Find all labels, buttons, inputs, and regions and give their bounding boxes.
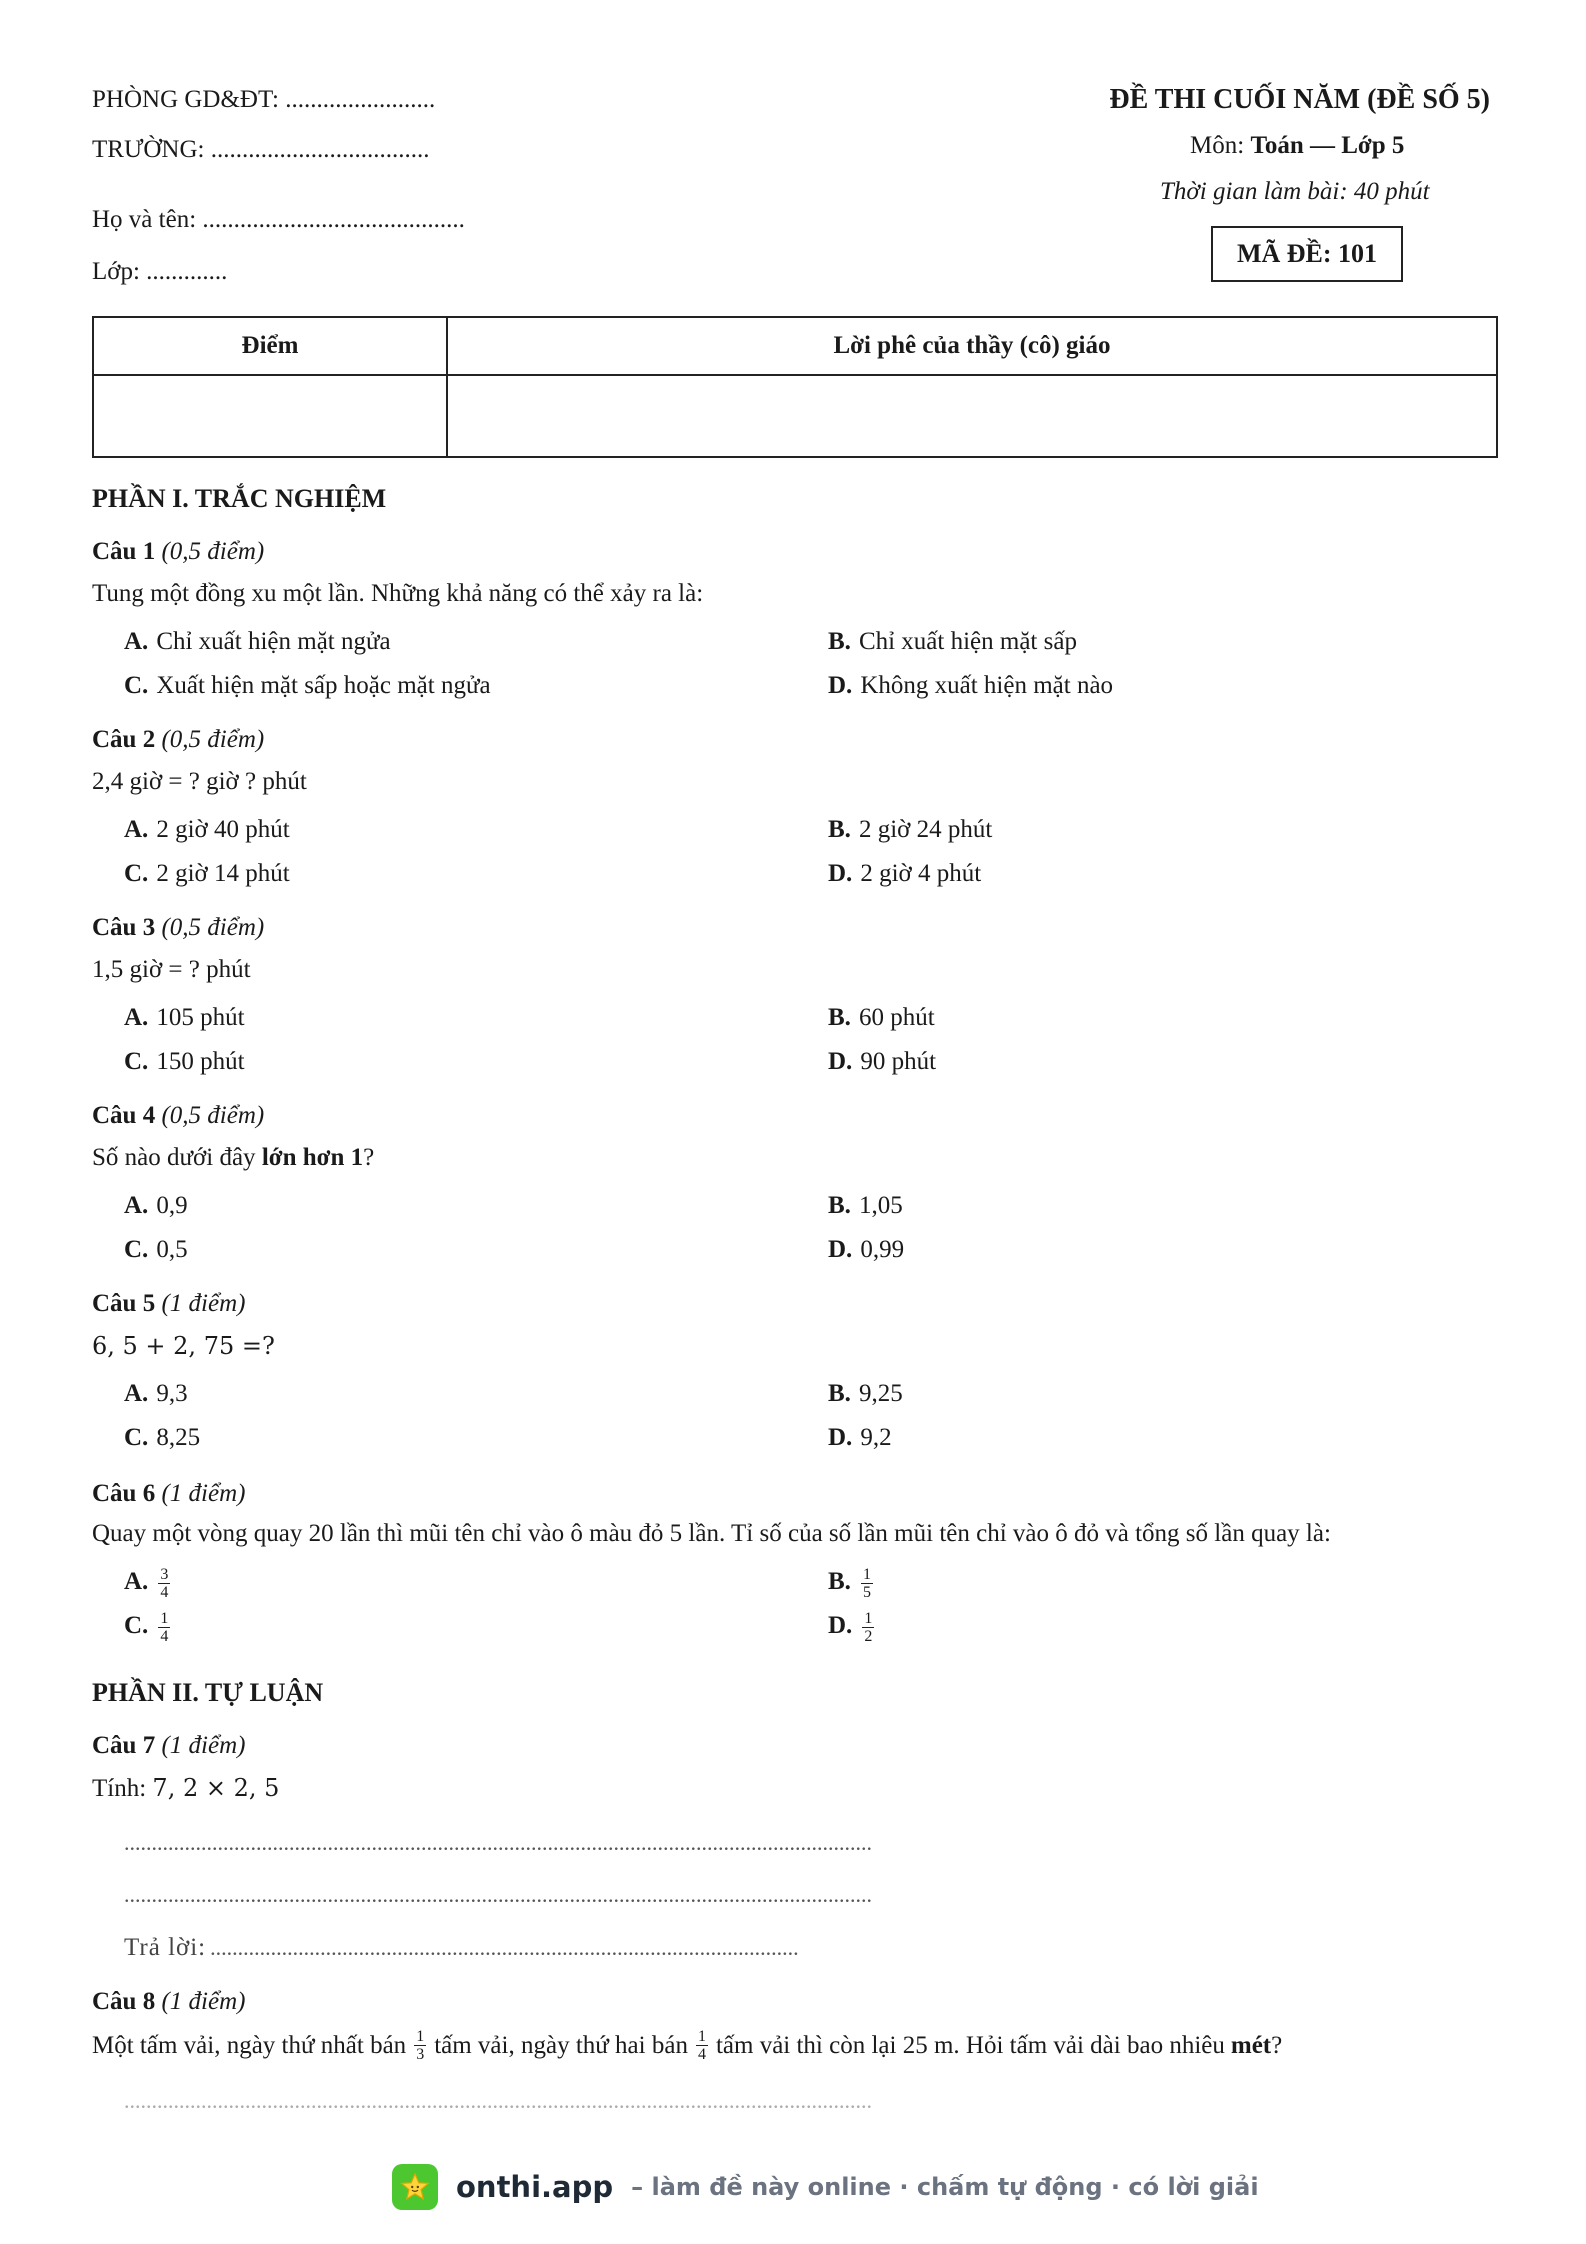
- option-letter: B.: [828, 1568, 851, 1596]
- question-7-text: [92, 1774, 279, 1803]
- fraction-denominator: 3: [416, 2046, 425, 2063]
- question-label: Câu 5: [92, 1290, 156, 1317]
- answer-line[interactable]: ...........................................................................................................: [210, 1935, 799, 1960]
- option-text: Chỉ xuất hiện mặt ngửa: [156, 628, 391, 655]
- score-table: [92, 316, 1498, 458]
- option-letter: C.: [124, 1424, 149, 1451]
- question-points: (0,5 điểm): [161, 538, 265, 565]
- option-text: 2 giờ 24 phút: [858, 816, 993, 843]
- fraction: [158, 1566, 170, 1601]
- question-text-part: tấm vải, ngày thứ hai bán: [434, 2031, 688, 2059]
- option-text: 2 giờ 40 phút: [156, 816, 290, 843]
- answer-label: Trả lời:: [124, 1934, 207, 1961]
- option-text: 60 phút: [858, 1004, 935, 1031]
- option-letter: D.: [828, 1424, 853, 1451]
- comment-cell[interactable]: [447, 375, 1497, 457]
- option-text: 90 phút: [860, 1048, 937, 1075]
- question-label: Câu 1: [92, 538, 156, 565]
- fraction: [158, 1610, 170, 1645]
- q4-option-d[interactable]: [828, 1236, 904, 1264]
- question-4-text: [92, 1144, 374, 1172]
- question-5-text: 6, 5 + 2, 75 =?: [92, 1332, 275, 1360]
- exam-code-box: [1211, 226, 1403, 282]
- q3-option-d[interactable]: [828, 1048, 936, 1076]
- fraction: [414, 2028, 426, 2063]
- score-table-header: [93, 317, 1497, 375]
- star-icon: [392, 2164, 438, 2210]
- fraction-denominator: 2: [864, 1628, 873, 1645]
- option-letter: C.: [124, 672, 149, 699]
- question-text-part: Số nào dưới đây: [92, 1144, 262, 1171]
- option-letter: D.: [828, 1612, 853, 1640]
- option-text: Chỉ xuất hiện mặt sấp: [858, 628, 1077, 655]
- truong-field: TRƯỜNG: ...................................: [92, 136, 430, 163]
- option-letter: C.: [124, 860, 149, 887]
- part1-title: PHẦN I. TRẮC NGHIỆM: [92, 484, 387, 513]
- question-4-header: [92, 1102, 264, 1130]
- q3-option-a[interactable]: [124, 1004, 245, 1032]
- footer-banner[interactable]: [392, 2164, 1259, 2210]
- q4-option-a[interactable]: [124, 1192, 188, 1220]
- question-5-header: [92, 1290, 245, 1318]
- question-6-text: Quay một vòng quay 20 lần thì mũi tên chỉ vào ô màu đỏ 5 lần. Tỉ số của số lần mũi tên chỉ vào ô đỏ và tổng số lần quay là:: [92, 1520, 1331, 1547]
- q2-option-d[interactable]: [828, 860, 981, 888]
- option-text: 2 giờ 14 phút: [156, 860, 290, 887]
- q1-option-c[interactable]: [124, 672, 491, 700]
- score-column-header: Điểm: [93, 317, 447, 375]
- question-text-part: tấm vải thì còn lại 25 m. Hỏi tấm vải dài bao nhiêu: [715, 2031, 1225, 2059]
- option-letter: D.: [828, 860, 853, 887]
- question-label: Câu 2: [92, 726, 156, 753]
- score-cell[interactable]: [93, 375, 447, 457]
- footer-tagline: – làm đề này online · chấm tự động · có lời giải: [631, 2173, 1259, 2201]
- subject-prefix: Môn:: [1190, 132, 1245, 159]
- option-text: 150 phút: [156, 1048, 245, 1075]
- question-8-text: [92, 2028, 1282, 2063]
- fraction: [696, 2028, 708, 2063]
- q5-option-a[interactable]: [124, 1380, 188, 1408]
- question-8-header: [92, 1988, 245, 2016]
- option-letter: C.: [124, 1612, 149, 1640]
- option-text: 9,2: [860, 1424, 892, 1451]
- option-text: 2 giờ 4 phút: [860, 860, 982, 887]
- option-letter: A.: [124, 816, 149, 843]
- q1-option-d[interactable]: [828, 672, 1113, 700]
- lop-field: Lớp: .............: [92, 258, 228, 285]
- question-text-prefix: Tính:: [92, 1775, 147, 1802]
- question-3-text: 1,5 giờ = ? phút: [92, 956, 251, 983]
- option-letter: C.: [124, 1048, 149, 1075]
- q2-option-a[interactable]: [124, 816, 290, 844]
- option-letter: A.: [124, 1004, 149, 1031]
- q6-option-d[interactable]: [828, 1610, 876, 1645]
- question-points: (0,5 điểm): [161, 1102, 265, 1129]
- fraction-numerator: 1: [697, 2028, 706, 2045]
- answer-line[interactable]: ........................................................................................................................................: [124, 2088, 872, 2113]
- fraction-denominator: 4: [697, 2046, 706, 2063]
- question-2-header: [92, 726, 264, 754]
- option-text: 9,3: [156, 1380, 188, 1407]
- q5-option-c[interactable]: [124, 1424, 200, 1452]
- question-label: Câu 7: [92, 1732, 156, 1759]
- option-text: 9,25: [858, 1380, 903, 1407]
- question-label: Câu 3: [92, 914, 156, 941]
- question-text-part: ?: [1271, 2031, 1283, 2059]
- part2-title: PHẦN II. TỰ LUẬN: [92, 1678, 324, 1707]
- phong-gd-field: PHÒNG GD&ĐT: ........................: [92, 86, 436, 113]
- option-letter: B.: [828, 1004, 851, 1031]
- comment-column-header: Lời phê của thầy (cô) giáo: [447, 317, 1497, 375]
- fraction-numerator: 1: [862, 1566, 871, 1583]
- option-letter: C.: [124, 1236, 149, 1263]
- question-points: (1 điểm): [161, 1988, 246, 2015]
- option-letter: B.: [828, 1192, 851, 1219]
- question-text-emphasis: lớn hơn 1: [261, 1144, 364, 1171]
- option-letter: A.: [124, 1192, 149, 1219]
- option-text: 0,9: [156, 1192, 188, 1219]
- option-text: Xuất hiện mặt sấp hoặc mặt ngửa: [156, 672, 491, 699]
- q1-option-b[interactable]: [828, 628, 1077, 656]
- question-text-part: Một tấm vải, ngày thứ nhất bán: [92, 2031, 407, 2059]
- answer-line[interactable]: ........................................................................................................................................: [124, 1830, 872, 1855]
- option-letter: B.: [828, 816, 851, 843]
- ho-ten-field: Họ và tên: ..........................................: [92, 206, 465, 233]
- q1-option-a[interactable]: [124, 628, 391, 656]
- exam-time: Thời gian làm bài: 40 phút: [1160, 178, 1430, 205]
- question-points: (0,5 điểm): [161, 914, 265, 941]
- question-text-part: ?: [363, 1144, 375, 1171]
- option-text: 1,05: [858, 1192, 903, 1219]
- fraction: [862, 1610, 874, 1645]
- math-expression: 7, 2 × 2, 5: [152, 1774, 280, 1802]
- brand-name[interactable]: onthi.app: [456, 2170, 614, 2204]
- question-6-header: [92, 1480, 245, 1508]
- exam-title: ĐỀ THI CUỐI NĂM (ĐỀ SỐ 5): [1109, 84, 1490, 115]
- q4-option-b[interactable]: [828, 1192, 903, 1220]
- question-label: Câu 8: [92, 1988, 156, 2015]
- option-text: 0,5: [156, 1236, 188, 1263]
- question-1-header: [92, 538, 264, 566]
- fraction-numerator: 1: [864, 1610, 873, 1627]
- fraction: [861, 1566, 873, 1601]
- option-text: 8,25: [156, 1424, 201, 1451]
- score-table-row: [93, 375, 1497, 457]
- q3-option-c[interactable]: [124, 1048, 245, 1076]
- question-points: (1 điểm): [161, 1732, 246, 1759]
- option-letter: D.: [828, 1048, 853, 1075]
- fraction-denominator: 4: [160, 1584, 169, 1601]
- fraction-denominator: 4: [160, 1628, 169, 1645]
- q5-option-d[interactable]: [828, 1424, 892, 1452]
- fraction-numerator: 1: [160, 1610, 169, 1627]
- question-label: Câu 4: [92, 1102, 156, 1129]
- option-text: 0,99: [860, 1236, 905, 1263]
- fraction-numerator: 1: [416, 2028, 425, 2045]
- q6-option-b[interactable]: [828, 1566, 875, 1601]
- q3-option-b[interactable]: [828, 1004, 935, 1032]
- q2-option-c[interactable]: [124, 860, 290, 888]
- option-letter: D.: [828, 1236, 853, 1263]
- question-points: (1 điểm): [161, 1290, 246, 1317]
- answer-line[interactable]: ........................................................................................................................................: [124, 1882, 872, 1907]
- option-letter: A.: [124, 1568, 149, 1596]
- answer-row: [124, 1934, 799, 1962]
- subject-value: Toán — Lớp 5: [1250, 132, 1405, 159]
- question-label: Câu 6: [92, 1480, 156, 1507]
- fraction-denominator: 5: [862, 1584, 871, 1601]
- option-letter: B.: [828, 1380, 851, 1407]
- question-points: (0,5 điểm): [161, 726, 265, 753]
- q5-option-b[interactable]: [828, 1380, 903, 1408]
- exam-code: MÃ ĐỀ: 101: [1236, 239, 1378, 268]
- option-text: 105 phút: [156, 1004, 245, 1031]
- question-points: (1 điểm): [161, 1480, 246, 1507]
- q6-option-c[interactable]: [124, 1610, 172, 1645]
- option-letter: A.: [124, 1380, 149, 1407]
- question-2-text: 2,4 giờ = ? giờ ? phút: [92, 768, 307, 795]
- option-letter: A.: [124, 628, 149, 655]
- q6-option-a[interactable]: [124, 1566, 172, 1601]
- question-3-header: [92, 914, 264, 942]
- question-text-emphasis: mét: [1230, 2031, 1272, 2059]
- q2-option-b[interactable]: [828, 816, 992, 844]
- question-1-text: Tung một đồng xu một lần. Những khả năng có thể xảy ra là:: [92, 580, 704, 607]
- option-letter: B.: [828, 628, 851, 655]
- subject-line: [1190, 132, 1404, 160]
- question-7-header: [92, 1732, 245, 1760]
- q4-option-c[interactable]: [124, 1236, 188, 1264]
- option-text: Không xuất hiện mặt nào: [860, 672, 1114, 699]
- option-letter: D.: [828, 672, 853, 699]
- fraction-numerator: 3: [160, 1566, 169, 1583]
